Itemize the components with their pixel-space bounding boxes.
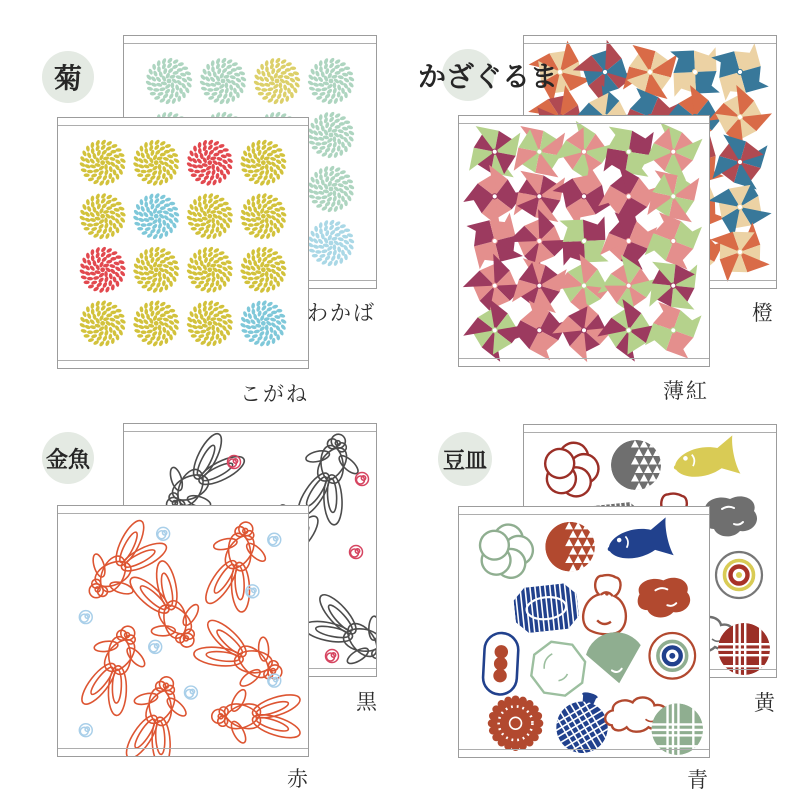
- towel-usubeni: [458, 115, 710, 367]
- category-badge-label: かざぐるま: [418, 60, 559, 93]
- towel-aka-pattern: [58, 506, 308, 756]
- color-label-dai: 橙: [752, 301, 775, 325]
- category-badge-kiku: [42, 51, 94, 103]
- color-label-wakaba: わかば: [307, 301, 376, 325]
- towel-ao-pattern: [459, 507, 709, 757]
- towel-kogane: [57, 117, 309, 369]
- category-badge-label: 金魚: [45, 447, 90, 473]
- color-label-ao: 青: [687, 768, 710, 792]
- category-badge-mamezara: [438, 432, 492, 486]
- color-label-aka: 赤: [287, 767, 310, 791]
- color-label-kuro: 黒: [356, 690, 379, 714]
- category-badge-label: 菊: [53, 62, 82, 95]
- color-label-kogane: こがね: [240, 382, 309, 406]
- towel-aka: [57, 505, 309, 757]
- category-badge-label: 豆皿: [442, 448, 487, 474]
- category-badge-kazaguruma: [418, 49, 559, 101]
- towel-usubeni-pattern: [459, 116, 709, 366]
- color-label-usubeni: 薄紅: [663, 379, 709, 403]
- color-label-ki: 黄: [754, 691, 777, 715]
- towel-kogane-pattern: [58, 118, 308, 368]
- towel-ao: [458, 506, 710, 758]
- category-badge-kingyo: [42, 432, 94, 484]
